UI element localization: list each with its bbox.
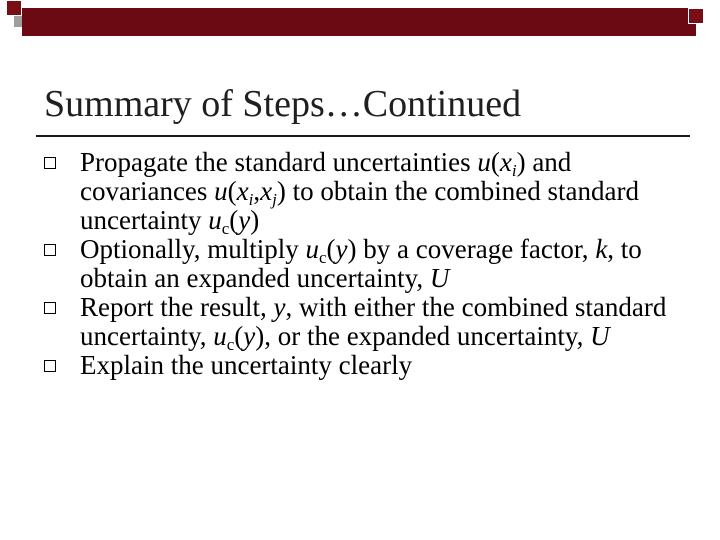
- bullet-text-segment: (: [229, 205, 239, 235]
- title-divider: [36, 135, 690, 137]
- bullet-text-segment: , to obtain an expanded uncertainty,: [80, 234, 642, 293]
- bullet-text-segment: , with either the combined standard uncertainty,: [80, 292, 667, 351]
- bullet-text-segment: Report the result,: [80, 292, 274, 322]
- bullet-text-segment: x: [260, 176, 273, 206]
- bullet-text-segment: Optionally, multiply: [80, 234, 306, 264]
- hollow-square-bullet-icon: [44, 360, 56, 372]
- bullet-text-segment: i: [511, 161, 517, 180]
- bullet-text-segment: x: [499, 147, 512, 177]
- bullet-text-segment: i: [248, 190, 254, 209]
- bullet-text-segment: k: [595, 234, 608, 264]
- hollow-square-bullet-icon: [44, 302, 56, 314]
- bullet-text-segment: ,: [253, 176, 261, 206]
- bullet-text-segment: u: [213, 321, 227, 351]
- bullet-text-segment: u: [477, 147, 491, 177]
- bullet-text-segment: (: [234, 321, 244, 351]
- bullet-text-segment: y: [238, 205, 251, 235]
- bullet-text-segment: ) and covariances: [80, 147, 572, 206]
- bullet-item: [44, 351, 684, 380]
- bullet-text-segment: y: [273, 292, 286, 322]
- bullet-text-segment: y: [243, 321, 256, 351]
- bullet-text-segment: U: [590, 321, 610, 351]
- bullet-text: [80, 235, 684, 293]
- bullet-item: [44, 235, 684, 293]
- bullet-text-segment: (: [490, 147, 500, 177]
- bullet-text-segment: U: [429, 263, 450, 293]
- bullet-text: [80, 351, 684, 380]
- bullet-text-segment: u: [214, 176, 228, 206]
- header-square-left: [6, 0, 22, 16]
- bullet-text-segment: c: [221, 219, 230, 238]
- bullet-text-segment: x: [236, 176, 249, 206]
- bullet-item: [44, 292, 684, 354]
- bullet-list: [44, 148, 684, 380]
- bullet-text-segment: u: [305, 234, 319, 264]
- bullet-text-segment: ): [250, 205, 260, 235]
- hollow-square-bullet-icon: [44, 244, 56, 256]
- bullet-text-segment: ) by a coverage factor,: [347, 234, 596, 264]
- bullet-text-segment: ), or the expanded uncertainty,: [255, 321, 591, 351]
- bullet-text-segment: (: [326, 234, 336, 264]
- bullet-text-segment: j: [272, 190, 277, 209]
- bullet-text-segment: ) to obtain the combined standard uncertainty: [80, 176, 640, 235]
- bullet-text-segment: u: [208, 205, 222, 235]
- header-decoration: [0, 0, 720, 36]
- slide-title: Summary of Steps…Continued: [44, 83, 522, 125]
- bullet-text-segment: c: [226, 335, 235, 354]
- bullet-item: [44, 147, 684, 238]
- header-accent-band: [22, 8, 696, 36]
- bullet-text-segment: Propagate the standard uncertainties: [80, 147, 478, 177]
- bullet-text: [80, 147, 684, 238]
- bullet-text-segment: c: [319, 248, 327, 267]
- header-square-right: [688, 8, 704, 24]
- bullet-text-segment: (: [227, 176, 237, 206]
- bullet-text-segment: Explain the uncertainty clearly: [80, 350, 413, 380]
- bullet-text-segment: y: [335, 234, 348, 264]
- hollow-square-bullet-icon: [44, 157, 56, 169]
- bullet-text: [80, 292, 684, 354]
